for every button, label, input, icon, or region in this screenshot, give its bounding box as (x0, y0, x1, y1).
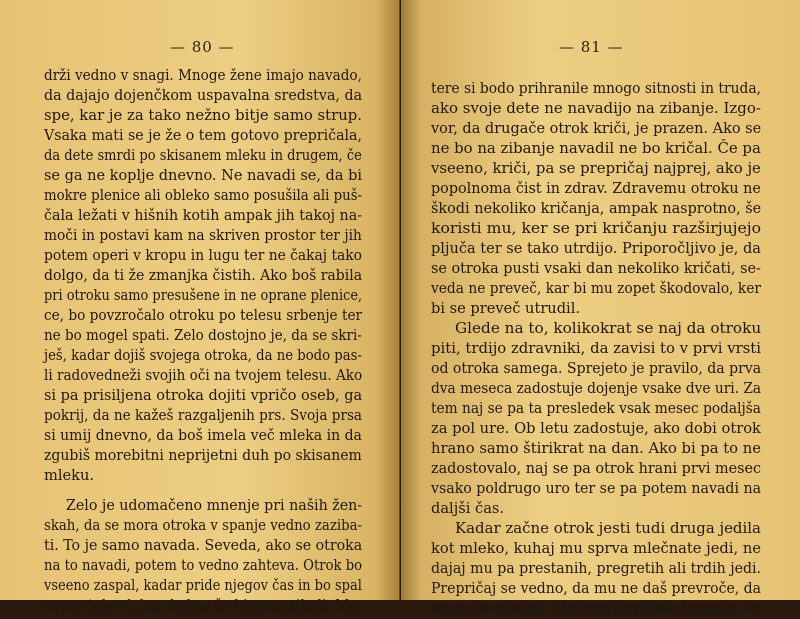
text-line: vseeno zaspal, kadar pride njegov čas in bo spal (44, 577, 362, 594)
right-page (401, 0, 800, 617)
text-line: piti, trdijo zdravniki, da zavisi to v prvi vrsti (431, 340, 762, 357)
text-line: Kadar začne otrok jesti tudi druga jedila (455, 520, 761, 537)
text-line: vor, da drugače otrok kriči, je prazen. Ako se (431, 120, 762, 137)
text-line: li radovedneži svojih oči na tvojem telesu. Ako (44, 367, 363, 384)
text-line: da dete smrdi po skisanem mleku in drugem, če (44, 147, 362, 164)
page-number: — 80 — (170, 38, 235, 56)
text-line: ne bo mogel spati. Zelo dostojno je, da se skri- (44, 327, 362, 344)
text-line: vseeno, kriči, pa se prepričaj najprej, ako je (431, 160, 761, 177)
text-line: čala ležati v hišnih kotih ampak jih takoj na- (44, 207, 363, 224)
text-line: koristi mu, ker se pri kričanju razširjujejo (431, 220, 762, 237)
text-line: tere si bodo prihranile mnogo sitnosti in truda, (431, 80, 762, 97)
text-line: se ga ne koplje dnevno. Ne navadi se, da bi (44, 167, 362, 184)
text-line: vsako poldrugo uro ter se pa potem navadi na (431, 480, 762, 497)
text-line: od otroka samega. Sprejeto je pravilo, da prva (431, 360, 762, 377)
text-line: Glede na to, kolikokrat se naj da otroku (455, 320, 762, 337)
text-line: pljuča ter se tako utrdijo. Priporočljivo je, da (431, 240, 761, 257)
text-line: kot mleko, kuhaj mu sprva mlečnate jedi, ne (431, 540, 761, 557)
text-line: pokrij, da ne kažeš razgaljenih prs. Svoja prsa (44, 407, 363, 424)
text-line: si umij dnevno, da boš imela več mleka in da (44, 427, 362, 444)
text-line: dva meseca zadostuje dojenje vsake dve uri. Za (431, 380, 762, 397)
text-line: da dajajo dojenčkom uspavalna sredstva, da (44, 87, 363, 104)
text-line: Zelo je udomačeno mnenje pri naših žen- (66, 497, 363, 514)
text-line: na to navadi, potem to vedno zahteva. Otrok bo (44, 557, 363, 574)
text-line: daljši čas. (431, 500, 505, 517)
text-line: bi se preveč utrudil. (431, 300, 581, 317)
text-line: skah, da se mora otroka v spanje vedno zaziba- (44, 517, 363, 534)
text-line: mleku. (44, 467, 95, 484)
page-number: — 81 — (559, 38, 624, 56)
text-line: mokre plenice ali obleko samo posušila ali puš- (44, 187, 363, 204)
text-line: si pa prisiljena otroka dojiti vpričo oseb, ga (44, 387, 363, 404)
text-line: se ne bo opekel. Ne imej te grede navade, da (431, 600, 762, 617)
text-line: drži vedno v snagi. Mnoge žene imajo navado, (44, 67, 362, 84)
text-line: tem naj se pa ta presledek vsak mesec podaljša (431, 400, 761, 417)
text-line: veda ne preveč, kar bi mu zopet škodovalo, ker (431, 280, 761, 297)
text-line: ješ, kadar dojiš svojega otroka, da ne bodo pas- (44, 347, 362, 364)
text-line: spe, kar je za tako nežno bitje samo strup. (44, 107, 362, 124)
text-line: škodi nekoliko kričanja, ampak nasprotno, še (431, 200, 762, 217)
text-line: se otroka pusti vsaki dan nekoliko kričati, se- (431, 260, 761, 277)
text-line: ti. To je samo navada. Seveda, ako se otroka (44, 537, 363, 554)
text-line: Prepričaj se vedno, da mu ne daš prevroče, da (431, 580, 762, 597)
left-page (0, 0, 400, 614)
text-line: zadostovalo, naj se pa otrok hrani prvi mesec (431, 460, 762, 477)
text-line: zgubiš morebitni neprijetni duh po skisanem (44, 447, 362, 464)
text-line: popolnoma čist in zdrav. Zdravemu otroku ne (431, 180, 761, 197)
text-line: dolgo, da ti že zmanjka čistih. Ako boš rabila (44, 267, 363, 284)
text-line: ce, bo povzročalo otroku po telesu srbenje ter (44, 307, 363, 324)
text-line: pri otroku samo presušene in ne oprane plenice, (44, 287, 363, 304)
text-line: hrano samo štirikrat na dan. Ako bi pa to ne (431, 440, 761, 457)
text-line: ako svoje dete ne navadijo na zibanje. Izgo- (431, 100, 761, 117)
text-line: za pol ure. Ob letu zadostuje, ako dobi otrok (431, 420, 761, 437)
text-line: ne bo na zibanje navadil ne bo kričal. Če pa (431, 140, 761, 157)
text-line: potem operi v kropu in lugu ter ne čakaj tako (44, 247, 362, 264)
text-line: ravno tako dolgo, kakor če bi ga zazibali. Ma- (44, 597, 363, 614)
text-line: dajaj mu pa prestanih, pregretih ali trdih jedi. (431, 560, 762, 577)
text-line: Vsaka mati se je že o tem gotovo prepričala, (44, 127, 362, 144)
text-line: moči in postavi kam na skriven prostor ter jih (44, 227, 362, 244)
